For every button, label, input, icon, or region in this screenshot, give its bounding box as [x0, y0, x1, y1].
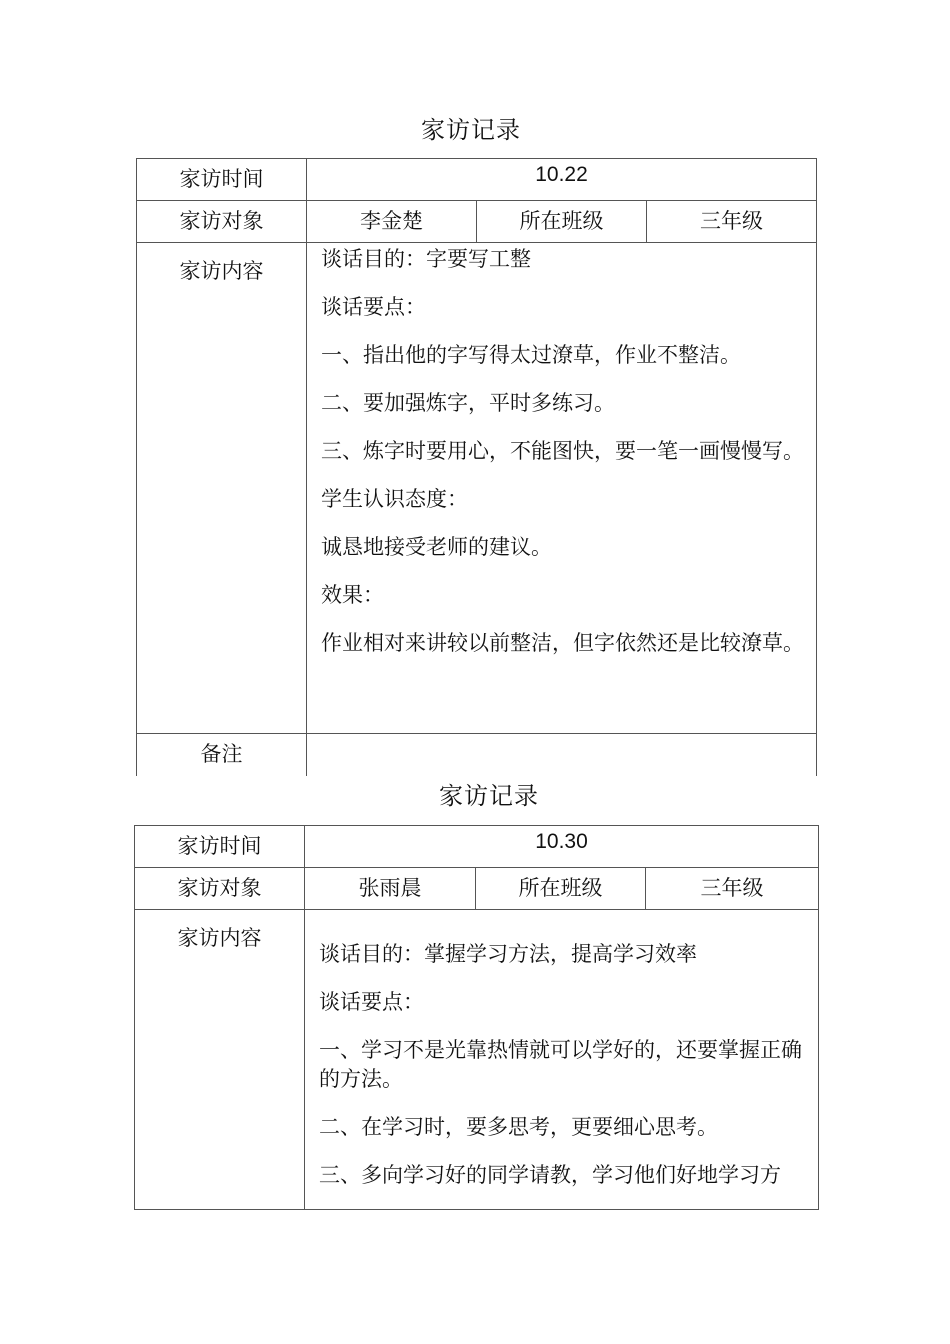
content-line: 谈话要点： — [321, 295, 426, 319]
class-value: 三年级 — [646, 868, 819, 910]
content-line: 三、炼字时要用心，不能图快，要一笔一画慢慢写。 — [321, 439, 804, 463]
visit-target-value: 张雨晨 — [305, 868, 476, 910]
content-line: 二、在学习时，要多思考，更要细心思考。 — [319, 1115, 718, 1139]
content-line: 谈话目的：字要写工整 — [321, 247, 531, 271]
class-label: 所在班级 — [477, 201, 647, 243]
remark-label: 备注 — [137, 734, 307, 776]
record-title: 家访记录 — [439, 782, 539, 810]
content-line: 一、学习不是光靠热情就可以学好的，还要掌握正确的方法。 — [319, 1038, 802, 1091]
class-label: 所在班级 — [476, 868, 646, 910]
class-value: 三年级 — [647, 201, 817, 243]
content-line: 谈话目的：掌握学习方法，提高学习效率 — [319, 942, 697, 966]
visit-record-table — [136, 158, 817, 776]
content-line: 二、要加强炼字，平时多练习。 — [321, 391, 615, 415]
visit-time-label: 家访时间 — [137, 159, 307, 201]
visit-content-label: 家访内容 — [135, 910, 305, 1210]
content-line: 学生认识态度： — [321, 487, 468, 511]
content-line: 谈话要点： — [319, 990, 424, 1014]
content-line: 一、指出他的字写得太过潦草，作业不整洁。 — [321, 343, 741, 367]
content-line: 三、多向学习好的同学请教，学习他们好地学习方 — [319, 1163, 781, 1187]
visit-target-label: 家访对象 — [137, 201, 307, 243]
visit-time-value: 10.30 — [305, 826, 819, 868]
visit-record-table — [134, 825, 819, 1210]
visit-target-label: 家访对象 — [135, 868, 305, 910]
visit-content — [307, 243, 817, 734]
visit-time-label: 家访时间 — [135, 826, 305, 868]
record-title: 家访记录 — [421, 116, 521, 144]
visit-time-value: 10.22 — [307, 159, 817, 201]
content-line: 诚恳地接受老师的建议。 — [321, 535, 552, 559]
visit-target-value: 李金楚 — [307, 201, 477, 243]
visit-content-label: 家访内容 — [137, 243, 307, 734]
content-line: 作业相对来讲较以前整洁，但字依然还是比较潦草。 — [321, 631, 804, 655]
remark-value — [307, 734, 817, 776]
content-line: 效果： — [321, 583, 384, 607]
visit-content — [305, 910, 819, 1210]
